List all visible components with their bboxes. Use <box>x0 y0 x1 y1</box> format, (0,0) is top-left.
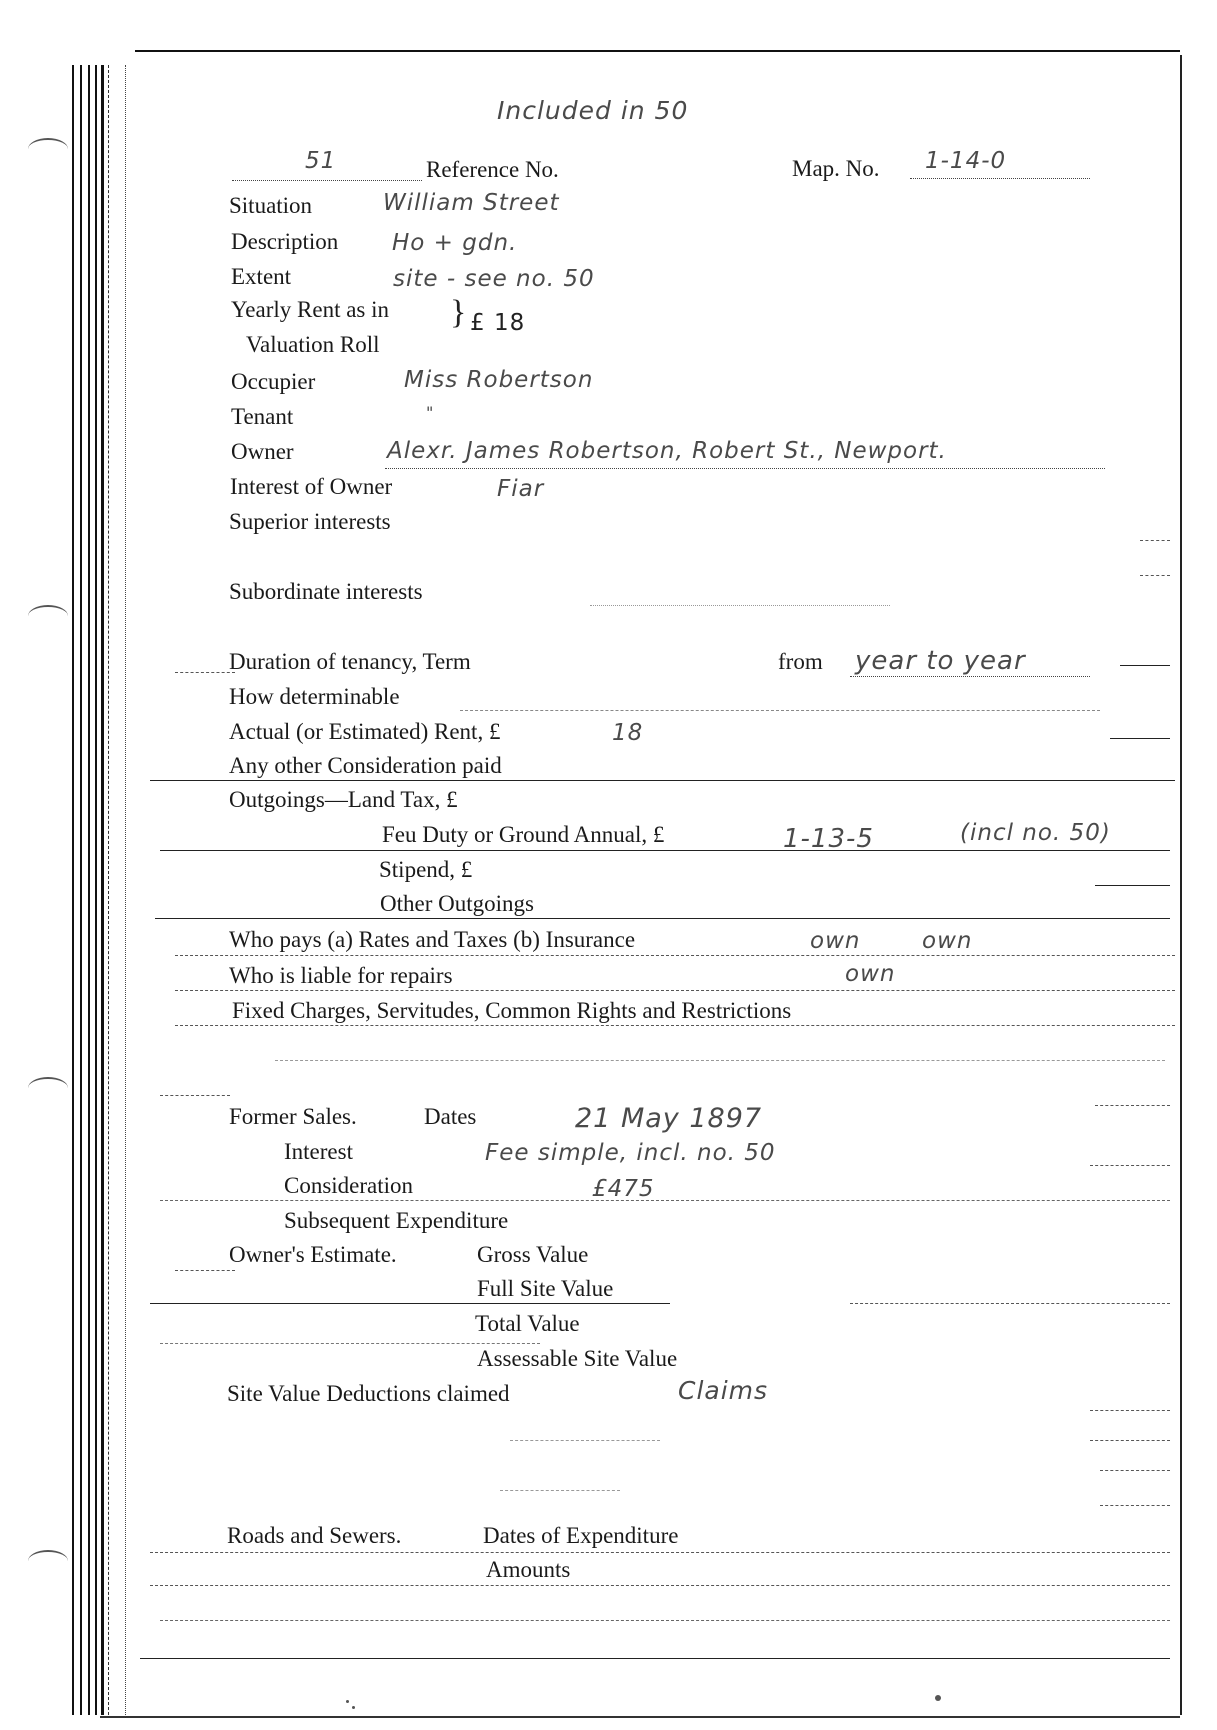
amounts-label: Amounts <box>486 1557 571 1582</box>
full-site-value-label: Full Site Value <box>477 1276 614 1301</box>
section-rule <box>160 1200 1170 1201</box>
binding-edge <box>125 65 126 1715</box>
section-rule <box>155 918 1170 919</box>
margin-mark <box>160 1095 230 1096</box>
superior-interests-label: Superior interests <box>229 509 391 534</box>
owner-value: Alexr. James Robertson, Robert St., Newport. <box>387 438 947 464</box>
who-pays-label: Who pays (a) Rates and Taxes (b) Insurance <box>229 927 636 952</box>
situation-value: William Street <box>383 190 560 216</box>
feu-duty-note: (incl no. 50) <box>960 820 1111 846</box>
former-sales-label: Former Sales. <box>229 1104 357 1129</box>
who-pays-rates: own <box>810 928 861 954</box>
ink-speck <box>346 1700 349 1703</box>
punch-hole <box>28 1077 68 1099</box>
reference-underline <box>232 180 422 181</box>
repairs-label: Who is liable for repairs <box>229 963 453 988</box>
other-consideration-label: Any other Consideration paid <box>229 753 502 778</box>
subsequent-expenditure-label: Subsequent Expenditure <box>284 1208 509 1233</box>
section-rule <box>150 1585 1170 1586</box>
map-underline <box>910 178 1090 179</box>
section-rule <box>850 1303 1170 1304</box>
page-border-bottom <box>100 1716 1180 1718</box>
margin-mark <box>1100 1505 1170 1506</box>
map-label: Map. No. <box>792 156 880 181</box>
punch-hole <box>28 1550 68 1572</box>
fixed-charges-label: Fixed Charges, Servitudes, Common Rights and Restrictions <box>232 998 792 1023</box>
duration-underline <box>850 676 1090 677</box>
margin-mark <box>175 672 235 673</box>
section-rule <box>160 1620 1170 1621</box>
section-rule <box>150 1552 1170 1553</box>
margin-mark <box>1100 1470 1170 1471</box>
former-sales-date: 21 May 1897 <box>575 1103 763 1134</box>
total-value-label: Total Value <box>475 1311 580 1336</box>
margin-mark <box>1090 1165 1170 1166</box>
faint-line <box>510 1440 660 1441</box>
section-rule <box>175 1025 1175 1026</box>
repairs-value: own <box>845 961 896 987</box>
assessable-site-value-label: Assessable Site Value <box>477 1346 678 1371</box>
yearly-rent-value: £ 18 <box>470 310 526 336</box>
occupier-label: Occupier <box>231 369 316 394</box>
page-border-right <box>1180 55 1182 1715</box>
occupier-value: Miss Robertson <box>404 367 594 393</box>
situation-label: Situation <box>229 193 313 218</box>
margin-mark <box>175 1270 235 1271</box>
binding-edge <box>101 65 104 1715</box>
section-rule <box>150 780 1175 781</box>
former-sales-dates-label: Dates <box>424 1104 477 1129</box>
binding-edge <box>80 65 82 1715</box>
subordinate-interests-label: Subordinate interests <box>229 579 423 604</box>
reference-value: 51 <box>305 148 337 174</box>
valuation-roll-label: Valuation Roll <box>246 332 380 357</box>
margin-rule <box>1110 738 1170 739</box>
page-border-top <box>135 50 1180 52</box>
feu-duty-value: 1-13-5 <box>783 824 874 854</box>
map-value: 1-14-0 <box>925 148 1007 174</box>
owner-underline <box>385 468 1105 469</box>
section-rule <box>140 1658 1170 1659</box>
margin-mark <box>1090 1440 1170 1441</box>
tenant-value: " <box>426 403 435 422</box>
interest-label: Interest <box>284 1139 353 1164</box>
site-value-deductions-label: Site Value Deductions claimed <box>227 1381 510 1406</box>
margin-mark <box>1090 1410 1170 1411</box>
header-note: Included in 50 <box>497 96 689 125</box>
margin-rule <box>1120 665 1170 666</box>
section-rule <box>150 1303 670 1304</box>
tenant-label: Tenant <box>231 404 294 429</box>
binding-edge <box>95 65 97 1715</box>
owner-label: Owner <box>231 439 294 464</box>
duration-label: Duration of tenancy, Term <box>229 649 471 674</box>
consideration-value: £475 <box>592 1176 655 1202</box>
binding-edge <box>88 65 90 1715</box>
ink-speck <box>352 1706 355 1709</box>
section-rule <box>175 990 1175 991</box>
brace-bracket: } <box>450 294 467 331</box>
faint-line <box>590 605 890 606</box>
margin-mark <box>1095 1105 1170 1106</box>
punch-hole <box>28 605 68 627</box>
section-rule <box>160 850 1170 851</box>
roads-sewers-label: Roads and Sewers. <box>227 1523 402 1548</box>
consideration-label: Consideration <box>284 1173 414 1198</box>
interest-of-owner-value: Fiar <box>497 476 545 502</box>
binding-edge <box>72 65 74 1715</box>
outgoings-label: Outgoings—Land Tax, £ <box>229 787 458 812</box>
duration-value: year to year <box>855 646 1026 676</box>
extent-value: site - see no. 50 <box>393 266 595 292</box>
interest-of-owner-label: Interest of Owner <box>230 474 393 499</box>
owners-estimate-label: Owner's Estimate. <box>229 1242 397 1267</box>
reference-label: Reference No. <box>426 157 559 182</box>
ink-speck <box>935 1695 941 1701</box>
gross-value-label: Gross Value <box>477 1242 589 1267</box>
punch-hole <box>28 138 68 160</box>
faint-line <box>500 1490 620 1491</box>
section-rule <box>175 955 1175 956</box>
margin-rule <box>1095 885 1170 886</box>
site-value-deductions-value: Claims <box>678 1376 769 1405</box>
faint-line <box>275 1060 1165 1061</box>
stipend-label: Stipend, £ <box>379 857 473 882</box>
duration-from-label: from <box>778 649 823 674</box>
feu-duty-label: Feu Duty or Ground Annual, £ <box>382 822 665 847</box>
actual-rent-label: Actual (or Estimated) Rent, £ <box>229 719 501 744</box>
extent-label: Extent <box>231 264 292 289</box>
other-outgoings-label: Other Outgoings <box>380 891 534 916</box>
description-value: Ho + gdn. <box>392 230 518 256</box>
faint-line <box>160 1343 540 1344</box>
description-label: Description <box>231 229 339 254</box>
dates-of-expenditure-label: Dates of Expenditure <box>483 1523 679 1548</box>
margin-mark <box>1140 540 1170 541</box>
yearly-rent-label: Yearly Rent as in <box>231 297 390 322</box>
binding-edge <box>108 65 109 1715</box>
interest-value: Fee simple, incl. no. 50 <box>485 1140 776 1166</box>
who-pays-insurance: own <box>922 928 973 954</box>
actual-rent-value: 18 <box>612 720 644 746</box>
margin-mark <box>1140 575 1170 576</box>
faint-line <box>460 710 1100 711</box>
how-determinable-label: How determinable <box>229 684 400 709</box>
